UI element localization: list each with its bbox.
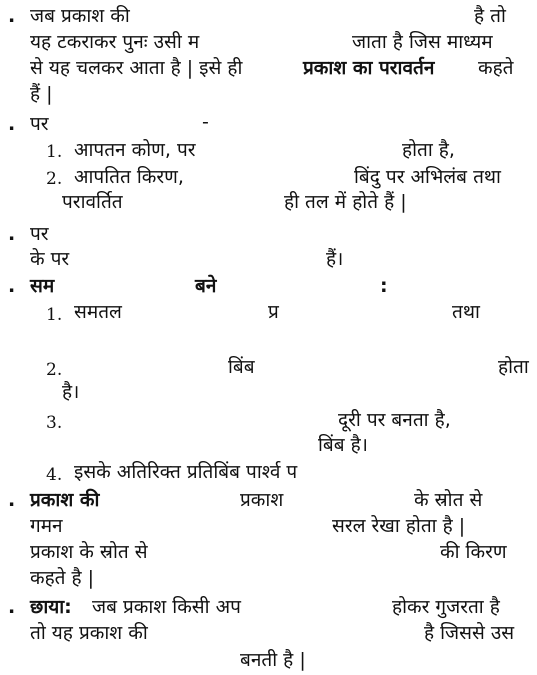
p1-line3-start: से यह चलकर आता है | इसे ही — [30, 57, 243, 79]
p6-line2-end: है जिससे उस — [424, 622, 515, 644]
p5-heading: प्रकाश की — [30, 489, 100, 511]
p4-item1-number: 1. — [46, 305, 63, 325]
p2-item1-start: आपतन कोण, पर — [74, 139, 196, 161]
p4-heading-start: सम — [30, 275, 55, 297]
p4-item3-line2: बिंब है। — [318, 434, 368, 456]
p2-item2-number: 2. — [46, 169, 63, 189]
p5-line1-end: के स्रोत से — [414, 489, 483, 511]
p4-item1-end: तथा — [452, 301, 480, 323]
p5-line4: कहते है | — [30, 567, 95, 589]
p2-item2-end: बिंदु पर अभिलंब तथा — [354, 166, 501, 188]
p2-heading: पर — [30, 113, 49, 135]
p5-line3-start: प्रकाश के स्रोत से — [30, 541, 148, 563]
p2-item1-end: होता है, — [402, 139, 455, 161]
p1-line2-end: जाता है जिस माध्यम — [352, 31, 493, 53]
p1-line3-end: कहते — [478, 57, 514, 79]
p4-heading-mid: बने — [195, 275, 217, 297]
p1-line4: हैं | — [30, 83, 53, 105]
p5-line1-mid: प्रकाश — [240, 489, 284, 511]
p5-line2-end: सरल रेखा होता है | — [332, 515, 466, 537]
p3-line2-start: के पर — [30, 248, 70, 270]
p6-line3: बनती है | — [240, 649, 306, 671]
bullet-1: . — [8, 5, 16, 27]
p3-line1: पर — [30, 223, 49, 245]
p1-line1-start: जब प्रकाश की — [30, 5, 130, 27]
p4-item2-end: होता — [498, 356, 529, 378]
p6-line2-start: तो यह प्रकाश की — [30, 622, 148, 644]
bullet-5: . — [8, 489, 16, 511]
p6-line1-start: जब प्रकाश किसी अप — [92, 596, 241, 618]
p5-line3-end: की किरण — [440, 541, 507, 563]
p2-item2-line2-end: ही तल में होते हैं | — [284, 191, 407, 213]
p3-line2-end: हैं। — [326, 248, 344, 270]
reflection-term: प्रकाश का परावर्तन — [303, 57, 435, 79]
p6-line1-end: होकर गुजरता है — [392, 596, 500, 618]
p1-line1-end: है तो — [474, 5, 506, 27]
p4-heading-colon: : — [380, 275, 388, 297]
bullet-4: . — [8, 275, 16, 297]
bullet-3: . — [8, 223, 16, 245]
p4-item3-number: 3. — [46, 413, 63, 433]
bullet-2: . — [8, 113, 16, 135]
p4-item3-start: दूरी पर बनता है, — [338, 409, 451, 431]
p2-item1-number: 1. — [46, 142, 63, 162]
p4-item4-number: 4. — [46, 465, 63, 485]
p4-item2-number: 2. — [46, 360, 63, 380]
p4-item1-mid: प्र — [268, 301, 279, 323]
p2-dash: - — [202, 111, 209, 133]
bullet-6: . — [8, 596, 16, 618]
p1-line2-start: यह टकराकर पुनः उसी म — [30, 31, 200, 53]
p4-item2-start: बिंब — [228, 356, 255, 378]
p4-item2-line2: है। — [62, 381, 80, 403]
p6-heading: छाया: — [30, 596, 72, 618]
p4-item1-start: समतल — [74, 301, 122, 323]
p2-item2-start: आपतित किरण, — [74, 166, 184, 188]
p5-line2-start: गमन — [30, 515, 63, 537]
p4-item4-text: इसके अतिरिक्त प्रतिबिंब पार्श्व प — [74, 461, 298, 483]
p2-item2-line2-start: परावर्तित — [62, 191, 123, 213]
